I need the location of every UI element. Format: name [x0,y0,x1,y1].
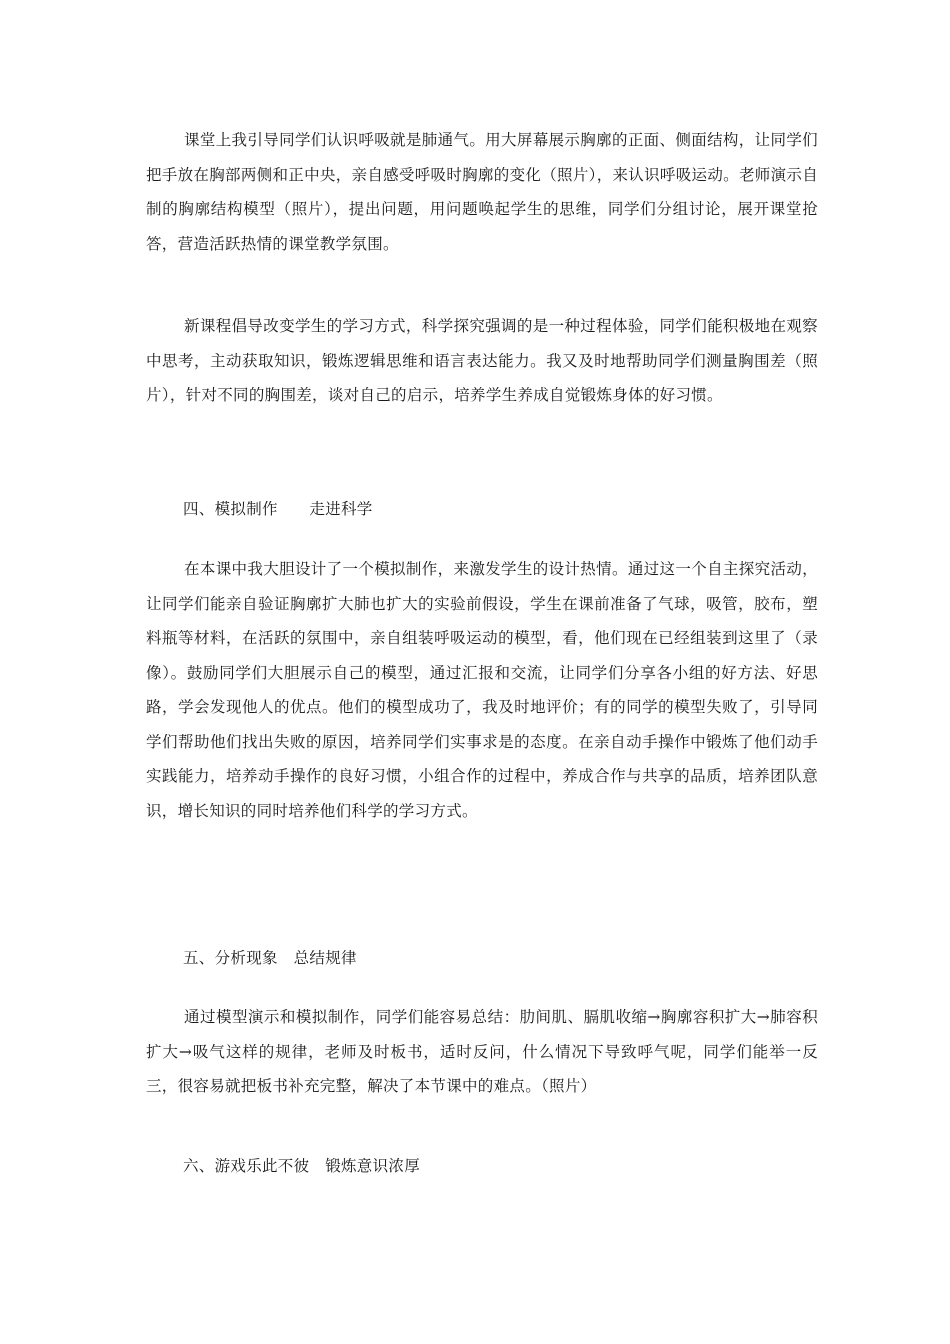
paragraph-classroom-breathing: 课堂上我引导同学们认识呼吸就是肺通气。用大屏幕展示胸廓的正面、侧面结构，让同学们把手放在胸部两侧和正中央，亲自感受呼吸时胸廓的变化（照片），来认识呼吸运动。老师演示自制的胸廓结构模型（照片），提出问题，用问题唤起学生的思维，同学们分组讨论，展开课堂抢答，营造活跃热情的课堂教学氛围。 [146,131,818,253]
section-heading-4: 四、模拟制作 走进科学 [183,500,373,518]
paragraph-new-curriculum: 新课程倡导改变学生的学习方式，科学探究强调的是一种过程体验，同学们能积极地在观察中思考，主动获取知识，锻炼逻辑思维和语言表达能力。我又及时地帮助同学们测量胸围差（照片），针对不同的胸围差，谈对自己的启示，培养学生养成自觉锻炼身体的好习惯。 [146,317,818,404]
section-heading-5: 五、分析现象 总结规律 [183,949,357,967]
paragraph-model-making: 在本课中我大胆设计了一个模拟制作，来激发学生的设计热情。通过这一个自主探究活动，让同学们能亲自验证胸廓扩大肺也扩大的实验前假设，学生在课前准备了气球，吸管，胶布，塑料瓶等材料，在活跃的氛围中，亲自组装呼吸运动的模型，看，他们现在已经组装到这里了（录像）。鼓励同学们大胆展示自己的模型，通过汇报和交流，让同学们分享各小组的好方法、好思路，学会发现他人的优点。他们的模型成功了，我及时地评价；有的同学的模型失败了，引导同学们帮助他们找出失败的原因，培养同学们实事求是的态度。在亲自动手操作中锻炼了他们动手实践能力，培养动手操作的良好习惯，小组合作的过程中，养成合作与共享的品质，培养团队意识，增长知识的同时培养他们科学的学习方式。 [146,560,818,820]
paragraph-summary-rules: 通过模型演示和模拟制作，同学们能容易总结：肋间肌、膈肌收缩→胸廓容积扩大→肺容积扩大→吸气这样的规律，老师及时板书，适时反问，什么情况下导致呼气呢，同学们能举一反三，很容易就把板书补充完整，解决了本节课中的难点。（照片） [146,1008,818,1095]
section-heading-6: 六、游戏乐此不彼 锻炼意识浓厚 [183,1157,421,1175]
